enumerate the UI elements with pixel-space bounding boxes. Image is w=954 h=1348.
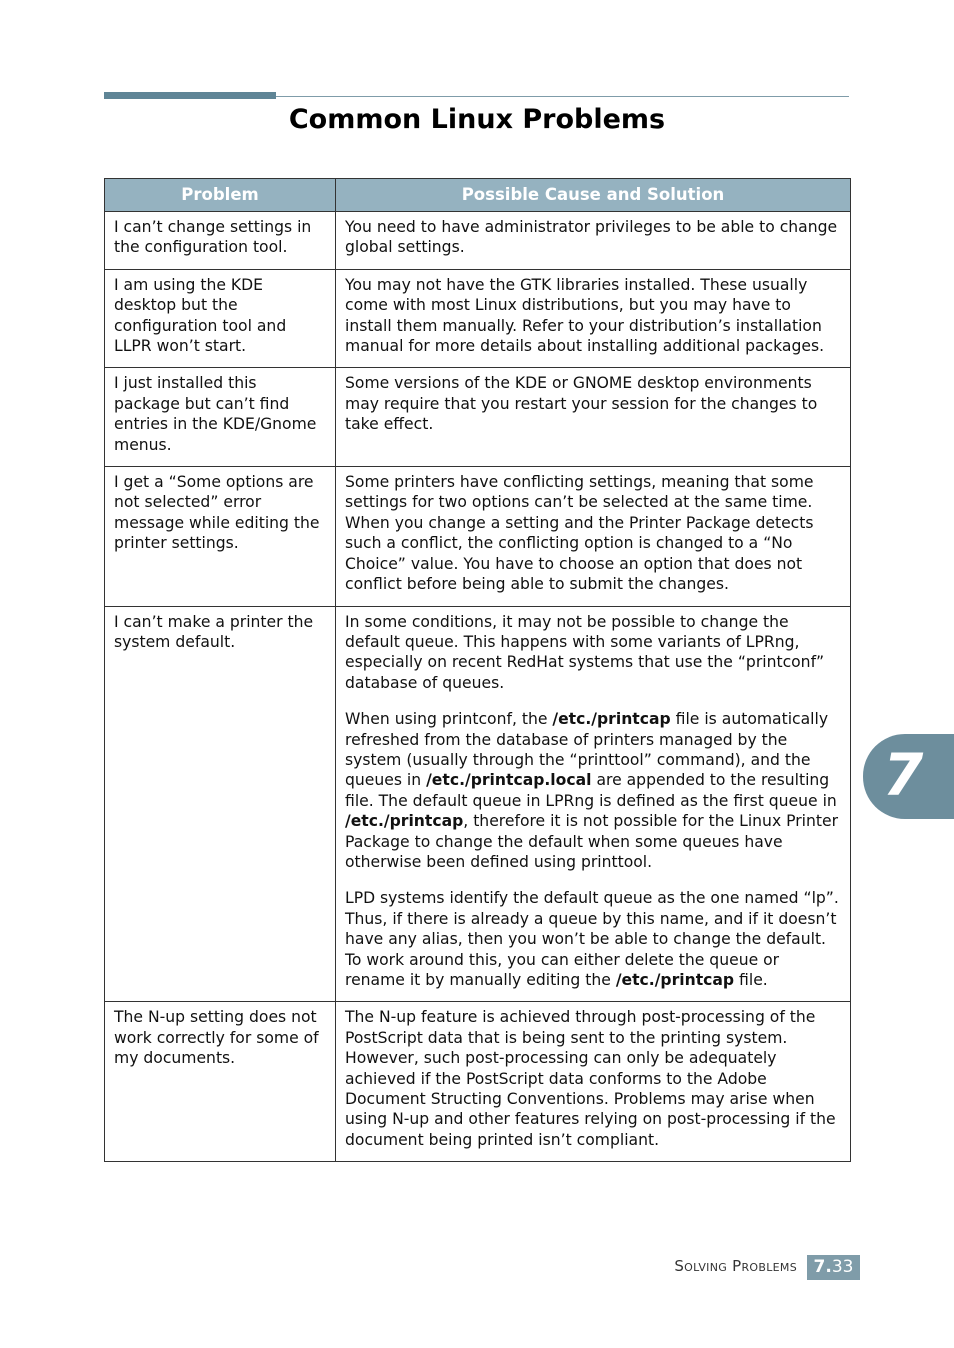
- file-path: /etc./printcap: [345, 812, 464, 831]
- problem-cell: I can’t make a printer the system default.: [105, 606, 336, 1002]
- chapter-number: 7: [883, 741, 924, 809]
- solution-cell: Some versions of the KDE or GNOME desktop environments may require that you restart your session for the changes to take effect.: [336, 368, 851, 467]
- solution-cell: You may not have the GTK libraries installed. These usually come with most Linux distributions, but you may have to install them manually. Refer to your distribution’s installation manual for more details about installing additional packages.: [336, 269, 851, 368]
- chapter-tab: [863, 734, 954, 819]
- problem-cell: The N-up setting does not work correctly for some of my documents.: [105, 1002, 336, 1162]
- problem-cell: I get a “Some options are not selected” error message while editing the printer settings.: [105, 467, 336, 606]
- problem-cell: I just installed this package but can’t find entries in the KDE/Gnome menus.: [105, 368, 336, 467]
- table-row: [105, 212, 851, 270]
- file-path: /etc./printcap.local: [426, 771, 592, 790]
- solution-cell: Some printers have conflicting settings, meaning that some settings for two options can’t be selected at the same time. When you change a setting and the Printer Package detects such a conflict, the conflicting option is changed to a “No Choice” value. You have to choose an option that does not conflict before being able to submit the changes.: [336, 467, 851, 606]
- page-title: Common Linux Problems: [288, 104, 666, 135]
- header-rule-accent: [104, 92, 276, 99]
- problem-cell: I can’t change settings in the configuration tool.: [105, 212, 336, 270]
- solution-paragraph: In some conditions, it may not be possible to change the default queue. This happens with some variants of LPRng, especially on recent RedHat systems that use the “printconf” database of queues.: [345, 612, 825, 692]
- table-row: [105, 269, 851, 368]
- solution-cell: The N-up feature is achieved through post-processing of the PostScript data that is being sent to the printing system. However, such post-processing can only be adequately achieved if the PostScript data conforms to the Adobe Document Structing Conventions. Problems may arise when using N-up and other features relying on post-processing if the document being printed isn’t compliant.: [336, 1002, 851, 1162]
- problems-table: [104, 178, 851, 1162]
- page-chapter: 7.: [813, 1257, 832, 1277]
- solution-cell: You need to have administrator privileges to be able to change global settings.: [336, 212, 851, 270]
- column-header-solution: Possible Cause and Solution: [336, 179, 851, 212]
- solution-paragraph: LPD systems identify the default queue as the one named “lp”. Thus, if there is already a queue by this name, and if it doesn’t have any alias, then you won’t be able to change the default. To work around this, you can either delete the queue or rename it by manually editing the /etc./printcap file.: [345, 889, 839, 989]
- table-header-row: [105, 179, 851, 212]
- solution-cell: [336, 606, 851, 1002]
- file-path: /etc./printcap: [552, 710, 671, 729]
- table-row: [105, 606, 851, 1002]
- table-row: [105, 1002, 851, 1162]
- column-header-problem: Problem: [105, 179, 336, 212]
- page-number: 33: [831, 1257, 854, 1277]
- problem-cell: I am using the KDE desktop but the configuration tool and LLPR won’t start.: [105, 269, 336, 368]
- table-row: [105, 467, 851, 606]
- page-number-badge: [807, 1255, 860, 1280]
- file-path: /etc./printcap: [615, 971, 735, 989]
- table-row: [105, 368, 851, 467]
- header-rule: [276, 96, 849, 97]
- footer-section-title: Solving Problems: [674, 1257, 797, 1275]
- solution-paragraph: When using printconf, the /etc./printcap file is automatically refreshed from the database of printers managed by the system (usually through the “printtool” command), and the queues in /etc./printcap.local are appended to the resulting file. The default queue in LPRng is defined as the first queue in /etc./printcap, therefore it is not possible for the Linux Printer Package to change the default when some queues have otherwise been defined using printtool.: [345, 710, 839, 871]
